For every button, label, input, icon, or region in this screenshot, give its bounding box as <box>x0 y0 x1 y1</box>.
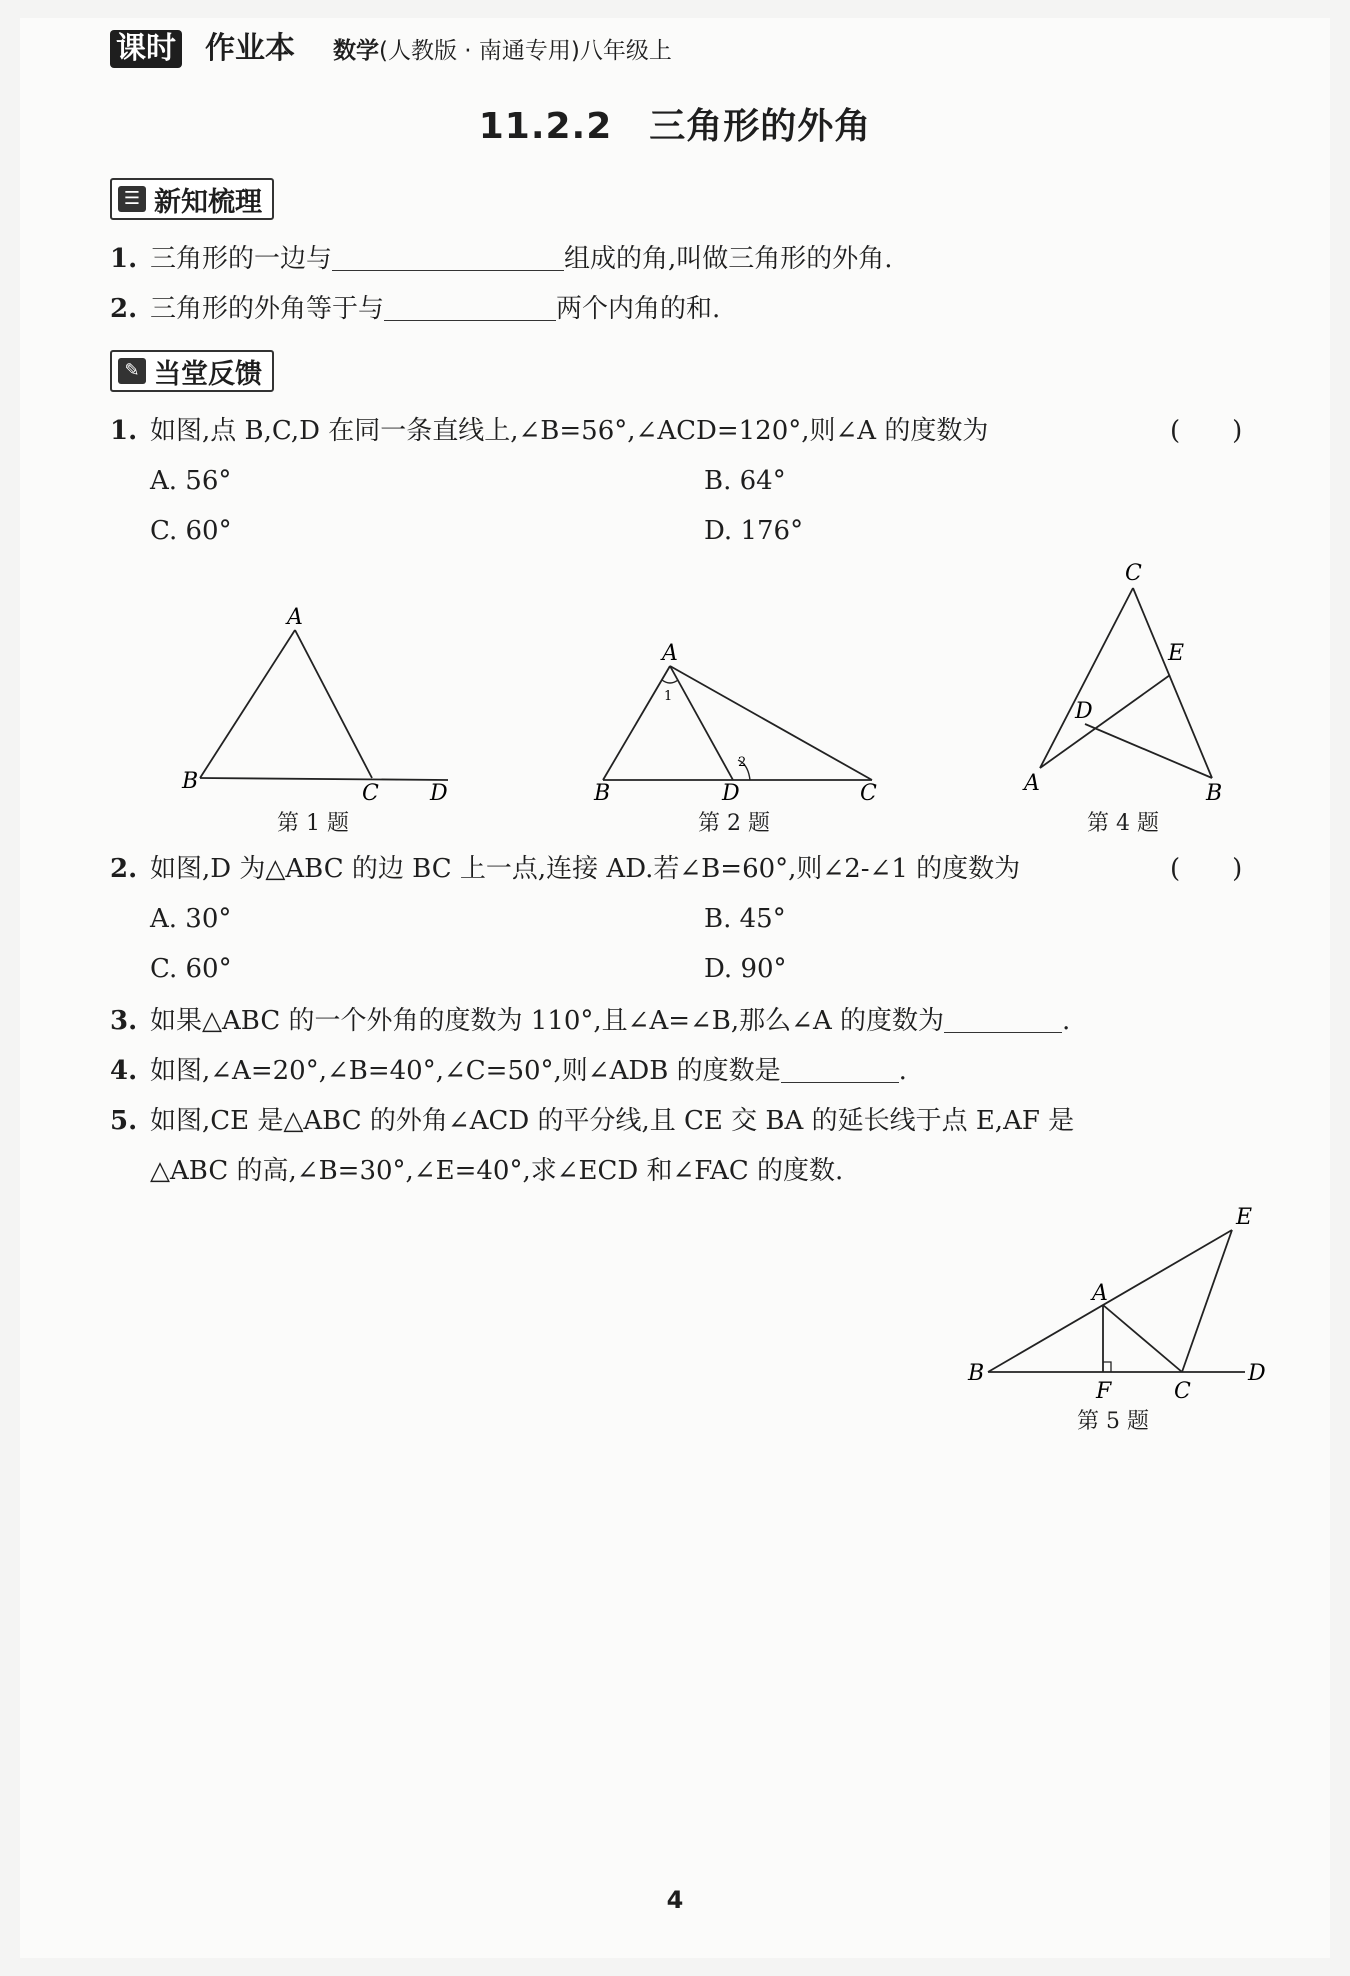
book-icon: ☰ <box>118 186 146 212</box>
fig4-label-a: A <box>1024 771 1040 796</box>
answer-blank[interactable] <box>944 1006 1062 1033</box>
fig5-label-e: E <box>1236 1205 1253 1230</box>
fig5-caption: 第 5 题 <box>1077 1409 1149 1434</box>
series-brand: 作业本 <box>205 31 295 66</box>
answer-paren[interactable]: ( ) <box>1170 416 1243 446</box>
option-c[interactable]: C. 60° <box>150 954 232 984</box>
fig4-label-d: D <box>1075 699 1093 724</box>
fig4-caption: 第 4 题 <box>1087 811 1159 836</box>
fig2-angle-1: 1 <box>664 689 673 704</box>
option-d[interactable]: D. 176° <box>704 516 804 546</box>
fig2-angle-2: 2 <box>738 755 747 770</box>
fig1-caption: 第 1 题 <box>277 811 349 836</box>
fig4-label-e: E <box>1168 641 1185 666</box>
fig2-label-d: D <box>722 781 740 806</box>
figure-1 <box>200 630 448 780</box>
knowledge-item-2: 2. 三角形的外角等于与 两个内角的和. <box>110 294 721 324</box>
fig5-label-a: A <box>1092 1281 1108 1306</box>
page-number: 4 <box>666 1886 684 1914</box>
answer-blank[interactable] <box>781 1056 899 1083</box>
fig1-label-c: C <box>362 781 379 806</box>
subject: 数学 <box>333 38 379 64</box>
edition: (人教版 · 南通专用)八年级上 <box>379 38 672 64</box>
option-b[interactable]: B. 64° <box>704 466 786 496</box>
option-c[interactable]: C. 60° <box>150 516 232 546</box>
answer-paren[interactable]: ( ) <box>1170 854 1243 884</box>
book-subtitle <box>333 36 672 66</box>
option-b[interactable]: B. 45° <box>704 904 786 934</box>
figure-4 <box>1040 588 1212 778</box>
fig2-label-b: B <box>594 781 611 806</box>
fig2-caption: 第 2 题 <box>698 811 770 836</box>
question-4: 4. 如图,∠A=20°,∠B=40°,∠C=50°,则∠ADB 的度数是 . <box>110 1056 907 1086</box>
fig5-label-c: C <box>1174 1379 1191 1404</box>
section-label: 新知梳理 <box>154 186 262 218</box>
question-1: 1. 如图,点 B,C,D 在同一条直线上,∠B=56°,∠ACD=120°,则∠A 的度数为 <box>110 416 989 446</box>
page-title: 11.2.2 三角形的外角 <box>478 106 872 147</box>
question-5-line-1: 5. 如图,CE 是△ABC 的外角∠ACD 的平分线,且 CE 交 BA 的延长线于点 E,AF 是 <box>110 1106 1075 1136</box>
fig5-label-b: B <box>968 1361 985 1386</box>
figure-5 <box>960 1200 1280 1420</box>
figures-row <box>0 560 1350 850</box>
question-2: 2. 如图,D 为△ABC 的边 BC 上一点,连接 AD.若∠B=60°,则∠2-∠1 的度数为 <box>110 854 1021 884</box>
pencil-icon: ✎ <box>118 358 146 384</box>
section-tag-new-knowledge <box>110 178 274 220</box>
fig2-label-a: A <box>662 641 678 666</box>
series-logo: 课时 <box>110 30 182 68</box>
section-label: 当堂反馈 <box>154 358 262 390</box>
section-tag-class-feedback <box>110 350 274 392</box>
option-a[interactable]: A. 30° <box>150 904 232 934</box>
option-d[interactable]: D. 90° <box>704 954 787 984</box>
fig1-label-d: D <box>430 781 448 806</box>
fig1-label-b: B <box>182 769 199 794</box>
fig5-label-f: F <box>1096 1379 1112 1404</box>
fig2-label-c: C <box>860 781 877 806</box>
answer-blank[interactable] <box>332 244 564 271</box>
answer-blank[interactable] <box>384 294 556 321</box>
question-3: 3. 如果△ABC 的一个外角的度数为 110°,且∠A=∠B,那么∠A 的度数为 . <box>110 1006 1071 1036</box>
fig1-label-a: A <box>287 605 303 630</box>
option-a[interactable]: A. 56° <box>150 466 232 496</box>
fig4-label-b: B <box>1206 781 1223 806</box>
knowledge-item-1: 1. 三角形的一边与 组成的角,叫做三角形的外角. <box>110 244 893 274</box>
question-5-line-2: △ABC 的高,∠B=30°,∠E=40°,求∠ECD 和∠FAC 的度数. <box>150 1156 844 1186</box>
fig5-label-d: D <box>1248 1361 1266 1386</box>
fig4-label-c: C <box>1125 561 1142 586</box>
